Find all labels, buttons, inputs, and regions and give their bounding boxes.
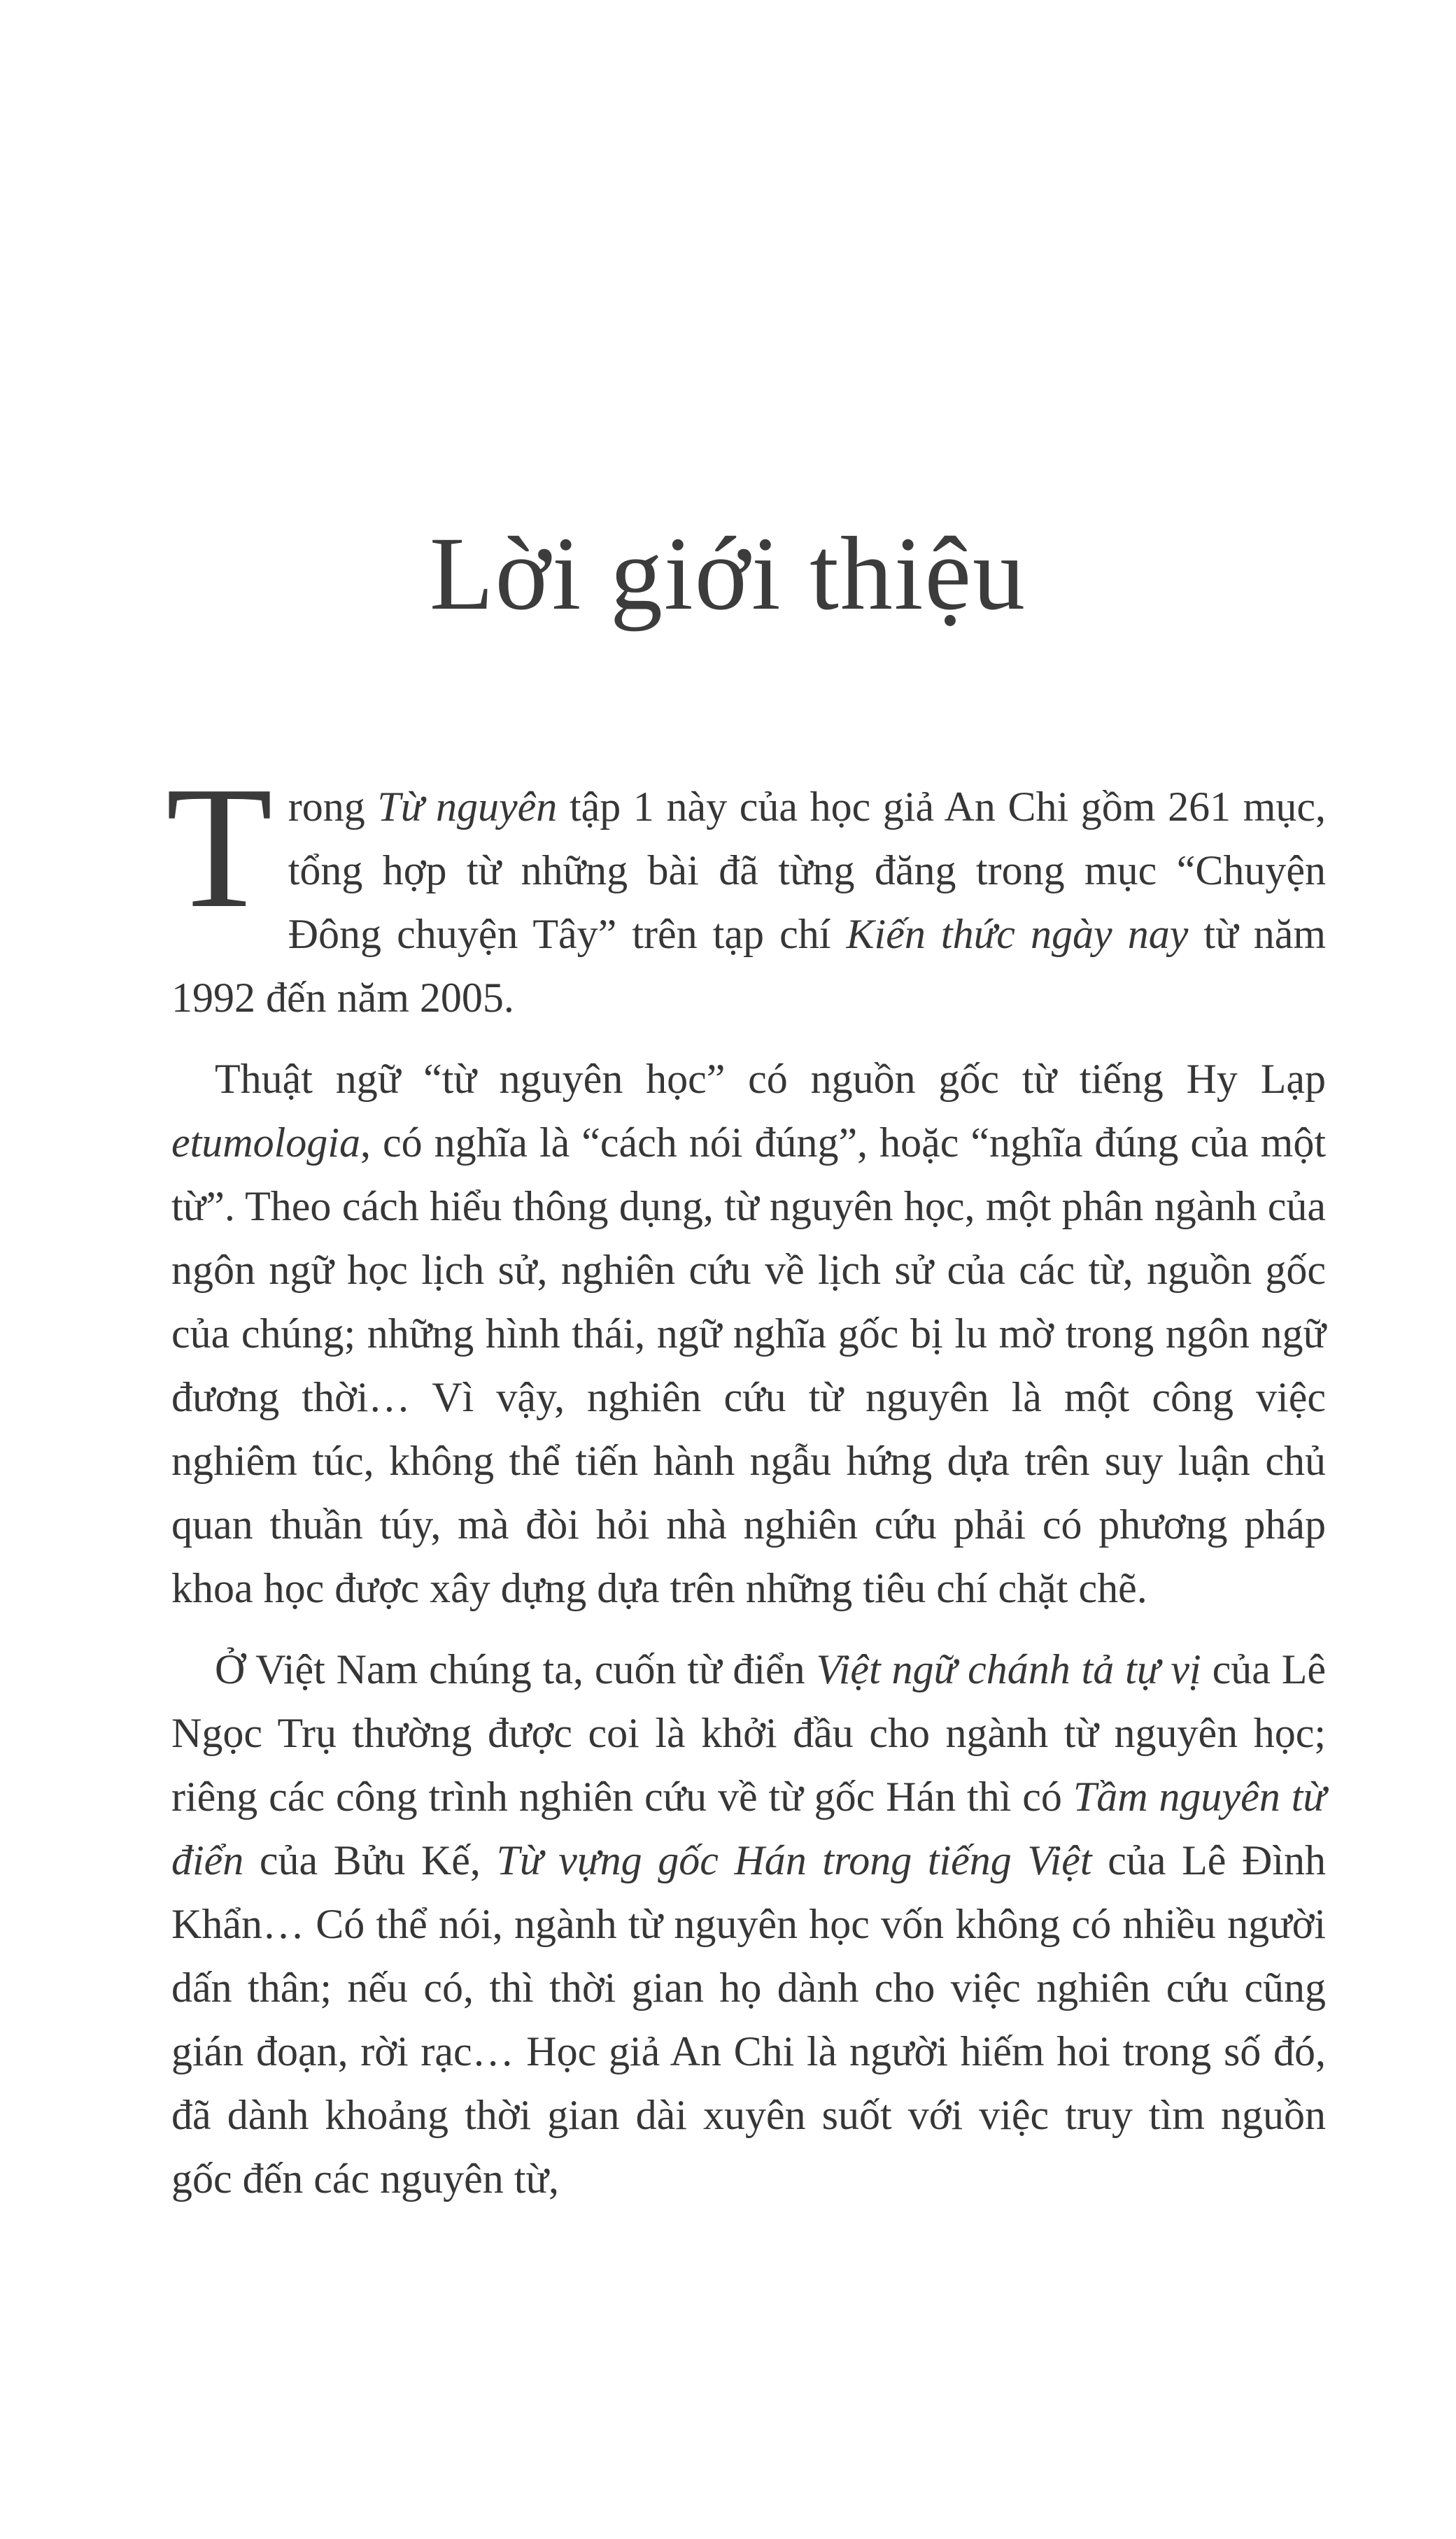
italic-title-text: Từ vựng gốc Hán trong tiếng Việt [496, 1837, 1092, 1883]
paragraph-text: từ năm 1992 đến năm 2005. [171, 911, 1326, 1021]
italic-title-text: Kiến thức ngày nay [846, 911, 1189, 957]
paragraph-text: của Lê Ngọc Trụ thường được coi là khởi đầu cho ngành từ nguyên học; riêng các công trình nghiên cứu về từ gốc Hán thì có [171, 1646, 1327, 1820]
paragraph [166, 751, 1326, 1030]
italic-title-text: Việt ngữ chánh tả tự vị [816, 1646, 1201, 1692]
paragraph-text: của Lê Đình Khẩn… Có thể nói, ngành từ nguyên học vốn không có nhiều người dấn thân; nếu có, thì thời gian họ dành cho việc nghiên cứu cũng gián đoạn, rời rạc… Học giả An Chi là người hiếm hoi trong số đó, đã dành khoảng thời gian dài xuyên suốt với việc truy tìm nguồn gốc đến các nguyên từ, [171, 1837, 1327, 2202]
paragraph-text: , có nghĩa là “cách nói đúng”, hoặc “nghĩa đúng của một từ”. Theo cách hiểu thông dụng, từ nguyên học, một phân ngành của ngôn ngữ học lịch sử, nghiên cứu về lịch sử của các từ, nguồn gốc của chúng; những hình thái, ngữ nghĩa gốc bị lu mờ trong ngôn ngữ đương thời… Vì vậy, nghiên cứu từ nguyên là một công việc nghiêm túc, không thể tiến hành ngẫu hứng dựa trên suy luận chủ quan thuần túy, mà đòi hỏi nhà nghiên cứu phải có phương pháp khoa học được xây dựng dựa trên những tiêu chí chặt chẽ. [171, 1119, 1326, 1611]
italic-title-text: Tầm nguyên từ điển [171, 1774, 1326, 1883]
drop-cap: T [166, 751, 273, 945]
paragraph-text: tập 1 này của học giả An Chi gồm 261 mục, tổng hợp từ những bài đã từng đăng trong mục “Chuyện Đông chuyện Tây” trên tạp chí [288, 784, 1326, 957]
paragraph-text: Ở Việt Nam chúng ta, cuốn từ điển [215, 1646, 817, 1692]
paragraph-text: của Bửu Kế, [243, 1837, 497, 1883]
paragraph-text: Thuật ngữ “từ nguyên học” có nguồn gốc từ tiếng Hy Lạp [215, 1056, 1326, 1102]
paragraph [171, 1047, 1326, 1620]
body-text [166, 751, 1327, 2228]
italic-title-text: Từ nguyên [377, 784, 558, 830]
paragraph-text: rong [288, 784, 378, 830]
paragraph [171, 1638, 1326, 2211]
italic-title-text: etumologia [171, 1119, 360, 1166]
page-title: Lời giới thiệu [429, 516, 1027, 632]
